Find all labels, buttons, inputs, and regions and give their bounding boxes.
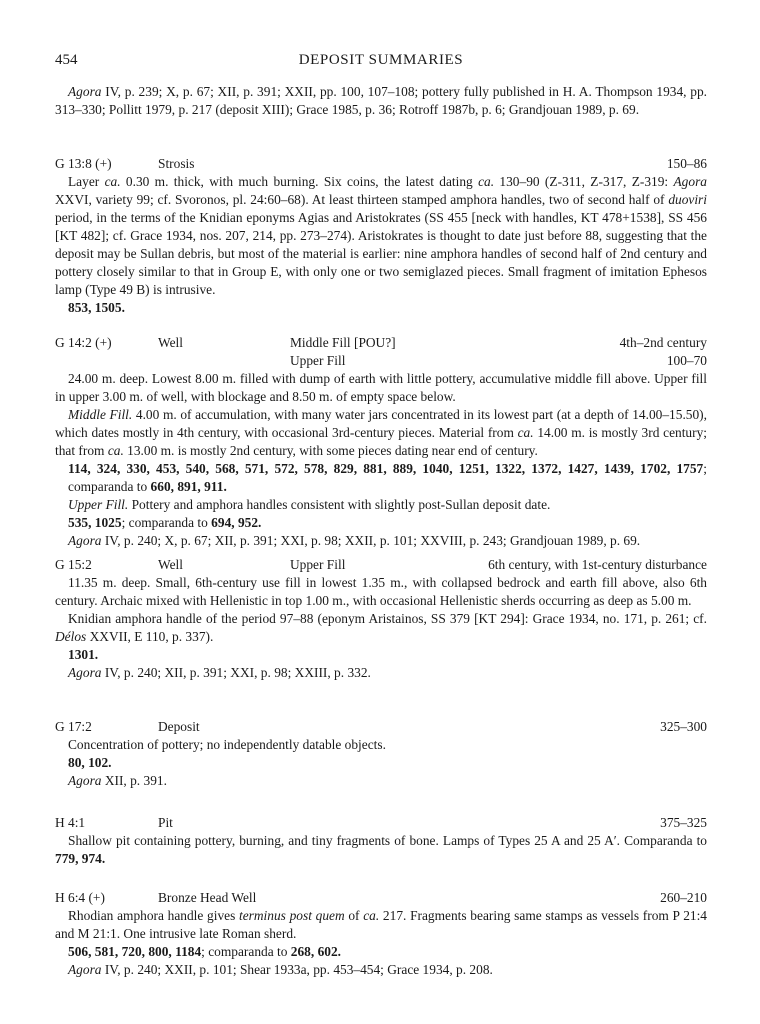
deposit-paragraph: Rhodian amphora handle gives terminus post quem of ca. 217. Fragments bearing same stamps as vessels from P 21:4 and M 21:1. One intrusive late Roman sherd. [55,908,708,941]
deposit-entry [55,889,707,979]
deposit-paragraph: Concentration of pottery; no independently datable objects. [68,737,386,752]
deposit-header [55,155,707,173]
deposit-header [55,814,707,832]
deposit-type: Strosis [158,156,195,171]
deposit-paragraph: Shallow pit containing pottery, burning, and tiny fragments of bone. Lamps of Types 25 A and 25 A′. Comparanda to 779, 974. [55,833,707,866]
deposit-paragraph: Layer ca. 0.30 m. thick, with much burning. Six coins, the latest dating ca. 130–90 (Z-311, Z-317, Z-319: Agora XXVI, variety 99; cf. Svoronos, pl. 24:60–68). At least thirteen stamped amphora handles, two of second half of duoviri period, in the terms of the Knidian eponyms Agias and Aristokrates (SS 455 [neck with handles, KT 478+1538], SS 456 [KT 482]; cf. Grace 1934, nos. 207, 214, pp. 273–274). Aristokrates is thought to date just before 88, suggesting that the deposit may be Sullan debris, but most of the material is earlier: nine amphora handles of second half of 2nd century and pottery closely similar to that in Group E, with only one or two semiglazed pieces. Small fragment of imitation Ephesos lamp (Type 49 B) is intrusive. [55,174,707,297]
deposit-date: 375–325 [660,815,707,830]
deposit-date: 150–86 [666,156,707,171]
deposit-fill: Middle Fill [POU?] [290,335,396,350]
deposit-id: G 17:2 [55,719,92,734]
deposit-date: 100–70 [666,353,707,368]
deposit-fill: Upper Fill [290,557,346,572]
running-header [55,52,707,72]
deposit-id: H 4:1 [55,815,86,830]
deposit-id: G 14:2 (+) [55,335,112,350]
deposit-paragraph: 11.35 m. deep. Small, 6th-century use fill in lowest 1.35 m., with collapsed bedrock and earth fill above, also 6th century. Archaic mixed with Hellenistic in top 1.00 m., with occasional Hellenistic sherds occurring as deep as 5.00 m. [55,575,707,608]
deposit-header [55,718,707,736]
deposit-entry [55,718,707,790]
deposit-paragraph: Upper Fill. Pottery and amphora handles consistent with slightly post-Sullan deposit date. [68,497,551,512]
catalogue-numbers: 535, 1025; comparanda to 694, 952. [68,515,262,530]
deposit-fill: Upper Fill [290,353,346,368]
deposit-id: G 15:2 [55,557,92,572]
deposit-id: G 13:8 (+) [55,156,112,171]
catalogue-numbers: 80, 102. [68,755,112,770]
deposit-header [55,352,707,370]
deposit-date: 325–300 [660,719,707,734]
deposit-id: H 6:4 (+) [55,890,105,905]
deposit-date: 4th–2nd century [619,335,707,350]
deposit-type: Pit [158,815,173,830]
bibliography-paragraph: Agora IV, p. 240; X, p. 67; XII, p. 391; XXI, p. 98; XXII, p. 101; XXVIII, p. 243; Grandjouan 1989, p. 69. [68,533,641,548]
deposit-type: Deposit [158,719,200,734]
bibliography-paragraph: Agora IV, p. 239; X, p. 67; XII, p. 391; XXII, pp. 100, 107–108; pottery fully published in H. A. Thompson 1934, pp. 313–330; Pollitt 1979, p. 217 (deposit XIII); Grace 1985, p. 36; Rotroff 1987b, p. 6; Grandjouan 1989, p. 69. [55,84,707,117]
deposit-type: Bronze Head Well [158,890,257,905]
deposit-header [55,889,707,907]
deposit-entry [55,334,707,550]
catalogue-numbers: 114, 324, 330, 453, 540, 568, 571, 572, 578, 829, 881, 889, 1040, 1251, 1322, 1372, 1427, 1439, 1702, 1757; comparanda to 660, 891, 911. [68,461,707,494]
page-number: 454 [55,52,78,68]
deposit-header [55,334,707,352]
bibliography-paragraph: Agora IV, p. 240; XII, p. 391; XXI, p. 98; XXIII, p. 332. [68,665,371,680]
deposit-type: Well [158,557,183,572]
deposit-date: 6th century, with 1st-century disturbance [488,557,707,572]
deposit-paragraph: 24.00 m. deep. Lowest 8.00 m. filled with dump of earth with little pottery, accumulative middle fill above. Upper fill in upper 3.00 m. of well, with blockage and 8.50 m. of empty space below. [55,371,707,404]
deposit-paragraph: Knidian amphora handle of the period 97–88 (eponym Aristainos, SS 379 [KT 294]: Grace 1934, no. 171, p. 261; cf. Délos XXVII, E 110, p. 337). [55,611,707,644]
catalogue-numbers: 1301. [68,647,99,662]
deposit-entry [55,814,707,868]
running-title: DEPOSIT SUMMARIES [298,52,464,68]
deposit-entry [55,155,707,317]
deposit-paragraph: Middle Fill. 4.00 m. of accumulation, with many water jars concentrated in its lowest part (at a depth of 14.00–15.50), which dates mostly in 4th century, with occasional 3rd-century pieces. Material from ca. 14.00 m. is mostly 3rd century; that from ca. 13.00 m. is mostly 2nd century, with some pieces dating near end of century. [55,407,708,458]
deposit-date: 260–210 [660,890,707,905]
deposit-header [55,556,707,574]
deposit-entry [55,556,707,682]
intro-bibliography [55,83,707,119]
bibliography-paragraph: Agora IV, p. 240; XXII, p. 101; Shear 1933a, pp. 453–454; Grace 1934, p. 208. [68,962,493,977]
catalogue-numbers: 506, 581, 720, 800, 1184; comparanda to 268, 602. [68,944,341,959]
catalogue-numbers: 853, 1505. [68,300,125,315]
bibliography-paragraph: Agora XII, p. 391. [68,773,167,788]
deposit-type: Well [158,335,183,350]
